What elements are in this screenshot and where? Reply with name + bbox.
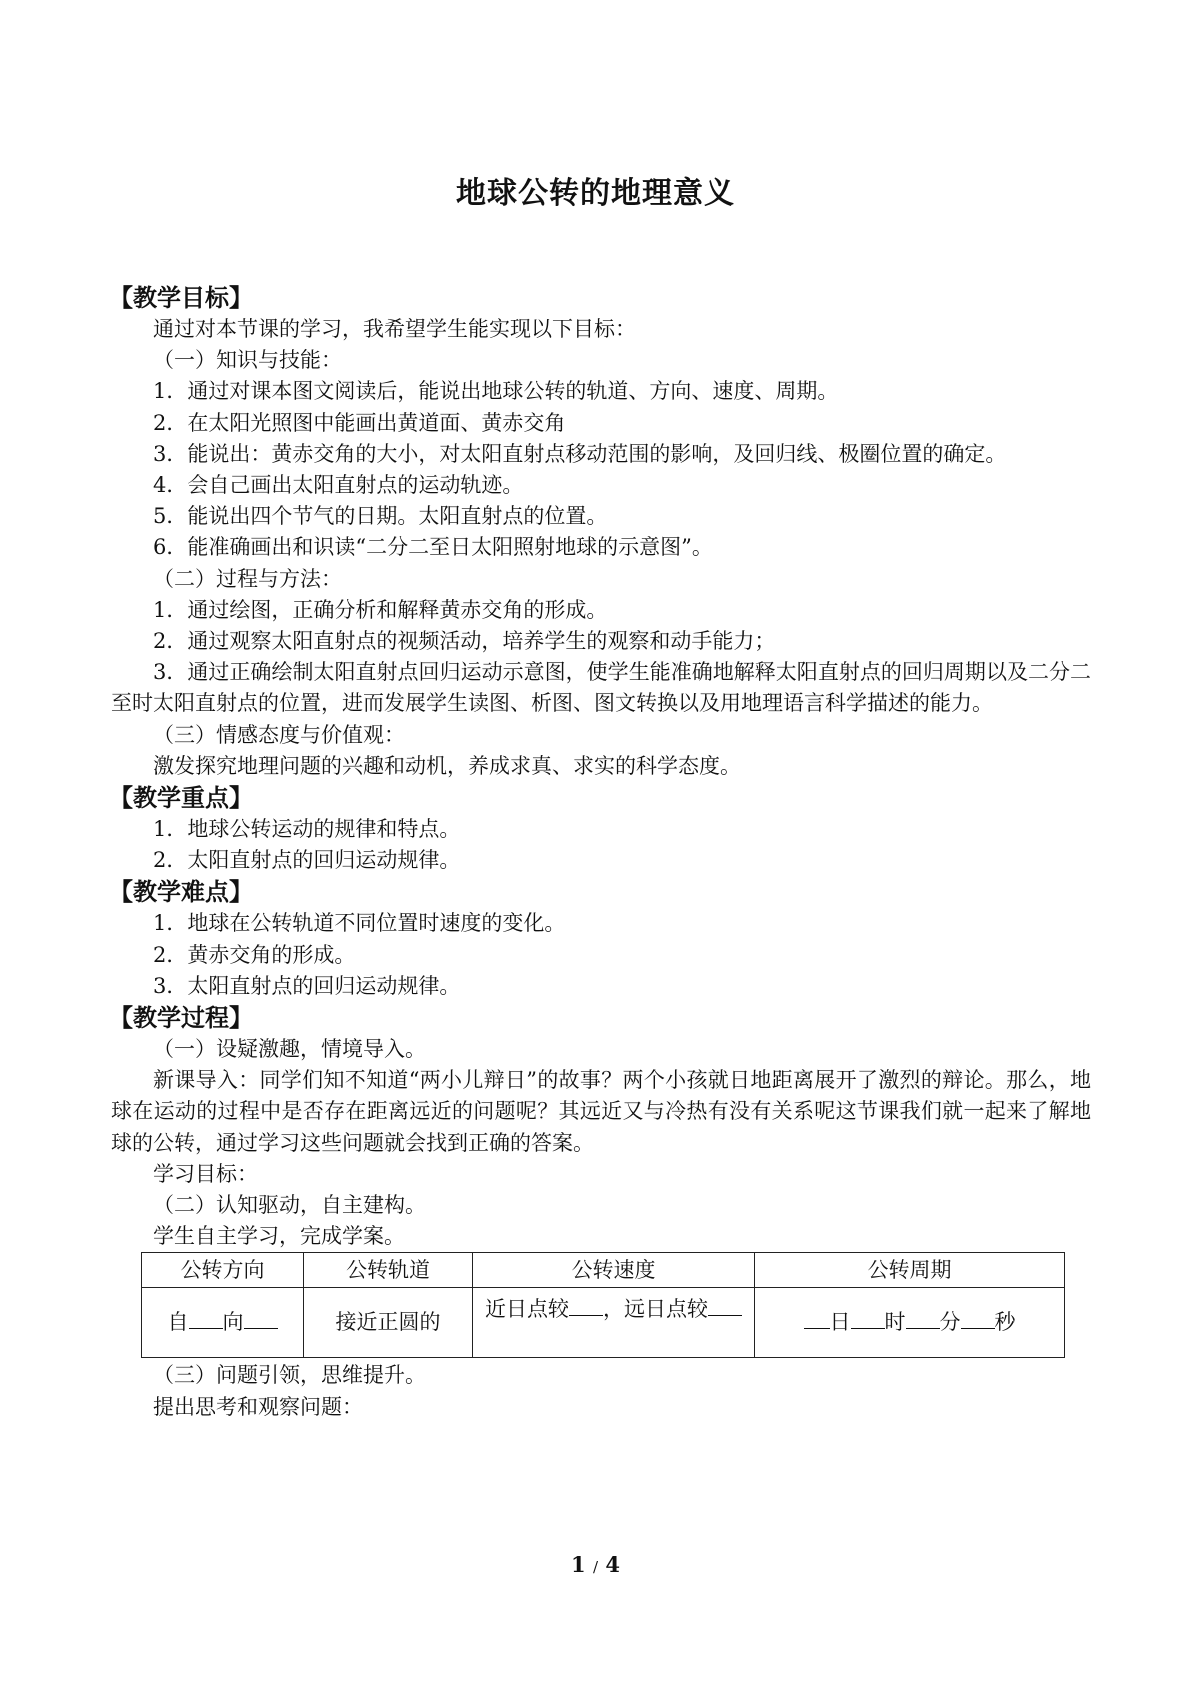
- period-minute: 分: [939, 1310, 961, 1335]
- goals-e1: 激发探究地理问题的兴趣和动机，养成求真、求实的科学态度。: [153, 753, 741, 778]
- speed-cell: [473, 1288, 755, 1358]
- blank-field[interactable]: [708, 1295, 742, 1316]
- difficult-heading: 【教学难点】: [109, 878, 253, 907]
- page-separator: /: [592, 1558, 599, 1576]
- goals-m3: 3．通过正确绘制太阳直射点回归运动示意图，使学生能准确地解释太阳直射点的回归周期以及二分二至时太阳直射点的位置，进而发展学生读图、析图、图文转换以及用地理语言科学描述的能力。: [111, 660, 1091, 716]
- goals-m1: 1．通过绘图，正确分析和解释黄赤交角的形成。: [153, 597, 608, 622]
- blank-field[interactable]: [189, 1308, 223, 1329]
- goals-k4: 4．会自己画出太阳直射点的运动轨迹。: [153, 473, 524, 498]
- document-title: 地球公转的地理意义: [456, 176, 735, 211]
- blank-field[interactable]: [244, 1308, 278, 1329]
- goals-k1: 1．通过对课本图文阅读后，能说出地球公转的轨道、方向、速度、周期。: [153, 379, 839, 404]
- process-self-study: 学生自主学习，完成学案。: [153, 1224, 405, 1249]
- process-heading: 【教学过程】: [109, 1004, 253, 1033]
- goals-k2: 2．在太阳光照图中能画出黄道面、黄赤交角: [153, 410, 566, 435]
- orbit-cell: 接近正圆的: [304, 1288, 473, 1358]
- period-day: 日: [829, 1310, 851, 1335]
- page-number: [0, 1552, 1191, 1577]
- key-p1: 1．地球公转运动的规律和特点。: [153, 817, 461, 842]
- table-header-cell: 公转轨道: [304, 1253, 473, 1288]
- period-cell: [755, 1288, 1065, 1358]
- goals-intro: 通过对本节课的学习，我希望学生能实现以下目标：: [153, 317, 636, 341]
- goals-sub3: （三）情感态度与价值观：: [153, 722, 405, 747]
- key-heading: 【教学重点】: [109, 784, 253, 813]
- difficult-p2: 2．黄赤交角的形成。: [153, 942, 356, 967]
- table-row: [142, 1288, 1065, 1358]
- key-p2: 2．太阳直射点的回归运动规律。: [153, 848, 461, 873]
- blank-field[interactable]: [804, 1308, 830, 1329]
- period-hour: 时: [884, 1310, 906, 1335]
- goals-k3: 3．能说出：黄赤交角的大小，对太阳直射点移动范围的影响，及回归线、极圈位置的确定。: [153, 441, 1007, 466]
- process-questions: 提出思考和观察问题：: [153, 1394, 363, 1419]
- speed-perihelion: 近日点较: [485, 1297, 569, 1322]
- goals-sub1: （一）知识与技能：: [153, 348, 342, 373]
- process-goal-label: 学习目标：: [153, 1161, 258, 1186]
- process-intro: 新课导入：同学们知不知道“两小儿辩日”的故事？两个小孩就日地距离展开了激烈的辩论。那么，地球在运动的过程中是否存在距离远近的问题呢？其远近又与冷热有没有关系呢这节课我们就一起来了解地球的公转，通过学习这些问题就会找到正确的答案。: [111, 1068, 1091, 1155]
- page-total: 4: [605, 1552, 620, 1577]
- table-header-cell: 公转速度: [473, 1253, 755, 1288]
- process-s2: （二）认知驱动，自主建构。: [153, 1193, 426, 1218]
- blank-field[interactable]: [906, 1308, 940, 1329]
- direction-cell: [142, 1288, 304, 1358]
- blank-field[interactable]: [569, 1295, 603, 1316]
- table-header-cell: 公转周期: [755, 1253, 1065, 1288]
- goals-k5: 5．能说出四个节气的日期。太阳直射点的位置。: [153, 504, 608, 529]
- blank-field[interactable]: [851, 1308, 885, 1329]
- blank-field[interactable]: [961, 1308, 995, 1329]
- table-header-row: [142, 1253, 1065, 1288]
- goals-sub2: （二）过程与方法：: [153, 566, 342, 591]
- period-second: 秒: [994, 1310, 1016, 1335]
- process-s1: （一）设疑激趣，情境导入。: [153, 1037, 426, 1062]
- direction-from: 自: [167, 1310, 189, 1335]
- document-body: [111, 282, 1091, 1423]
- goals-k6: 6．能准确画出和识读“二分二至日太阳照射地球的示意图”。: [153, 535, 713, 560]
- direction-to: 向: [222, 1310, 244, 1335]
- process-s3: （三）问题引领，思维提升。: [153, 1363, 426, 1388]
- goals-heading: 【教学目标】: [109, 284, 253, 312]
- worksheet-table: [141, 1252, 1065, 1358]
- table-header-cell: 公转方向: [142, 1253, 304, 1288]
- difficult-p1: 1．地球在公转轨道不同位置时速度的变化。: [153, 911, 566, 936]
- goals-m2: 2．通过观察太阳直射点的视频活动，培养学生的观察和动手能力；: [153, 629, 776, 654]
- speed-aphelion: ，远日点较: [603, 1297, 708, 1322]
- page-current: 1: [571, 1552, 586, 1577]
- difficult-p3: 3．太阳直射点的回归运动规律。: [153, 973, 461, 998]
